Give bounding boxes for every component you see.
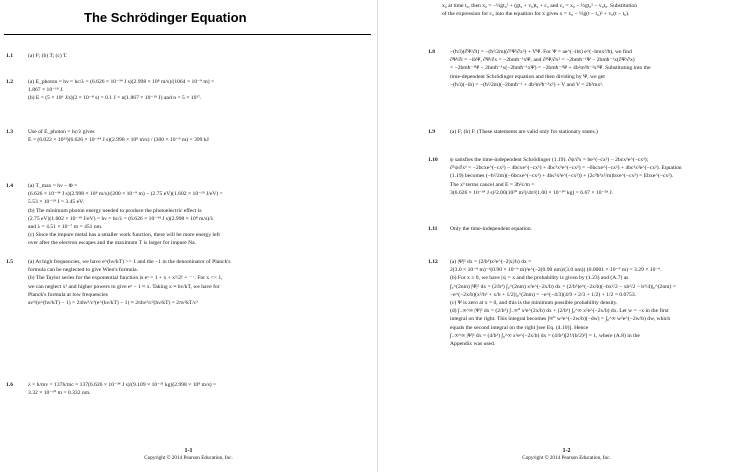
solution-line: −(ħ/i)(∂Ψ/∂t) = −(ħ²/2m)(∂²Ψ/∂x²) + VΨ. For Ψ = ae^(−ibt) e^(−bmx²/ħ), we find bbox=[450, 49, 632, 55]
solution-line: (c) Ψ is zero at x = 0, and this is the minimum possible probability density. bbox=[450, 300, 618, 307]
left-footer bbox=[0, 448, 377, 462]
solution-line: Use of E_photon = hc/λ gives bbox=[28, 129, 95, 135]
problem-solution bbox=[28, 381, 348, 397]
problem-solution bbox=[28, 52, 348, 60]
problem-solution bbox=[28, 258, 348, 307]
solution-line: (2.75 eV)(1.602 × 10⁻¹⁹ J/eV) = hν = hc/λ = (6.626 × 10⁻³⁴ J s)(2.998 × 10⁸ m/s)/λ bbox=[28, 215, 214, 222]
title-rule bbox=[4, 34, 371, 35]
continued-line: x₀ at time t₀, then x₀ = −½gt₀² + (gt₀ + v₀)t₀ + c₂ and c₂ = x₀ − ½gt₀² − v₀t₀. Substitution bbox=[442, 3, 638, 9]
solution-line: ∫₀^(2nm) |Ψ|² dx = (2/b³) ∫₀^(2nm) x²e^(−2x/b) dx = (2/b³)e^(−2x/b)(−bx²/2 − xb²/2 − b³/4)|₀^(2nm) = bbox=[450, 283, 676, 290]
solution-line: (b) For x ≥ 0, we have |x| = x and the probability is given by (1.23) and (A.7) as bbox=[450, 275, 629, 282]
solution-line: equals the second integral on the right [see Eq. (4.10)]. Hence bbox=[450, 324, 589, 331]
solution-line: Only the time-independent equation. bbox=[450, 226, 533, 232]
problem-solution bbox=[28, 128, 348, 144]
solution-line: ∂Ψ/∂t = −ibΨ, ∂Ψ/∂x = −2bmħ⁻¹xΨ, and ∂²Ψ/∂x² = −2bmħ⁻¹Ψ − 2bmħ⁻¹x(∂Ψ/∂x) bbox=[450, 57, 635, 64]
solution-line: λ = h/mv = 137h/mc = 137(6.626 × 10⁻³⁴ J s)/(9.109 × 10⁻³¹ kg)(2.998 × 10⁸ m/s) = bbox=[28, 382, 217, 388]
problem-solution bbox=[28, 78, 348, 103]
problem-number: 1.1 bbox=[6, 53, 13, 59]
continued-line: of the expression for c₂ into the equation for x gives x = x₀ − ½g(t − t₀)² + v₀(t − t₀). bbox=[442, 11, 630, 18]
solution-line: 1.867 × 10⁻¹⁹ J. bbox=[28, 87, 64, 94]
solution-line: we can neglect x² and higher powers to give eˣ − 1 ≈ x. Taking x ≡ hν/kT, we have for bbox=[28, 283, 220, 290]
solution-line: (1.19) becomes (−ħ²/2m)(−6bcxe^(−cx²) + 4bc²x³e^(−cx²)) + (2c²ħ²x²/m)bxe^(−cx²) = Ebxe^(−cx²). bbox=[450, 173, 674, 180]
solution-line: (a) |Ψ|² dx = (2/b³)x²e^(−2|x|/b) dx = bbox=[450, 259, 532, 265]
problem-number: 1.12 bbox=[428, 259, 438, 265]
problem-number: 1.8 bbox=[428, 49, 435, 55]
chapter-title: The Schrödinger Equation bbox=[84, 10, 247, 25]
right-page bbox=[377, 0, 754, 472]
solution-line: integral on the right. This integral becomes ∫∞⁰ w²e^(−2w/b)(−dw) = ∫₀^∞ w²e^(−2w/b) dw, which bbox=[450, 316, 671, 323]
solution-line: (b) The Taylor series for the exponential function is eˣ = 1 + x + x²/2! + ⋯. For x << 1, bbox=[28, 275, 223, 282]
solution-line: 2(3.0 × 10⁻⁹ m)⁻³(0.90 × 10⁻⁹ m)²e^(−2(0.90 nm)/(3.0 nm)) (0.0001 × 10⁻⁹ m) = 3.29 × 10⁻⁶. bbox=[450, 267, 662, 274]
continued-text bbox=[442, 2, 748, 18]
page-number: 1-2 bbox=[562, 448, 571, 454]
problem-number: 1.6 bbox=[6, 382, 13, 388]
solution-line: (a) T_max = hν − Φ = bbox=[28, 183, 78, 189]
solution-line: and λ = 4.51 × 10⁻⁷ m = 451 nm. bbox=[28, 224, 103, 231]
right-footer bbox=[378, 448, 754, 462]
solution-line: time-dependent Schrödinger equation and then dividing by Ψ, we get bbox=[450, 73, 605, 80]
solution-line: (d) ∫₋∞^∞ |Ψ|² dx = (2/b³) ∫₋∞⁰ x²e^(2x/b) dx + (2/b³) ∫₀^∞ x²e^(−2x/b) dx. Let w = −x in the first bbox=[450, 308, 669, 315]
solution-line: Planck's formula at low frequencies bbox=[28, 291, 108, 298]
solution-line: ψ satisfies the time-independent Schrödinger (1.19). ∂ψ/∂x = be^(−cx²) − 2bcx²e^(−cx²); bbox=[450, 157, 649, 163]
solution-line: E = (6.022 × 10²³)(6.626 × 10⁻³⁴ J s)(2.998 × 10⁸ m/s) / (300 × 10⁻⁹ m) = 399 kJ bbox=[28, 137, 209, 144]
problem-number: 1.3 bbox=[6, 129, 13, 135]
solution-line: (a) F; (b) T; (c) T. bbox=[28, 53, 68, 59]
problem-solution bbox=[450, 225, 742, 233]
solution-line: (b) E = (5 × 10⁶ J/s)(2 × 10⁻⁸ s) = 0.1 J = n(1.867 × 10⁻¹⁹ J) and n = 5 × 10¹⁷. bbox=[28, 95, 202, 102]
solution-line: = −2bmħ⁻¹Ψ − 2bmħ⁻¹x(−2bmħ⁻¹xΨ) = −2bmħ⁻¹Ψ + 4b²m²ħ⁻²x²Ψ. Substituting into the bbox=[450, 65, 651, 72]
problem-number: 1.5 bbox=[6, 259, 13, 265]
solution-line: (6.626 × 10⁻³⁴ J s)(2.998 × 10⁸ m/s)/(200 × 10⁻⁹ m) − (2.75 eV)(1.602 × 10⁻¹⁹ J/eV) = bbox=[28, 191, 223, 198]
solution-line: 3(6.626 × 10⁻³⁴ J s)²2.00(10²⁰ m²)/4π²(1.00 × 10⁻³⁰ kg) = 6.67 × 10⁻²⁸ J. bbox=[450, 189, 614, 196]
solution-line: over after the electron escapes and the maximum T is larger for impure Na. bbox=[28, 240, 197, 247]
copyright-notice: Copyright © 2014 Pearson Education, Inc. bbox=[522, 455, 611, 461]
page-number: 1-1 bbox=[184, 448, 193, 454]
problem-solution bbox=[450, 48, 742, 89]
copyright-notice: Copyright © 2014 Pearson Education, Inc. bbox=[144, 455, 233, 461]
solution-line: −e^(−2x/b)(x²/b² + x/b + 1/2)|₀^(2nm) = −e^(−4/3)(4/9 + 2/3 + 1/2) + 1/2 = 0.0753. bbox=[450, 291, 637, 298]
solution-line: 5.53 × 10⁻¹⁹ J = 3.45 eV. bbox=[28, 199, 84, 206]
solution-line: (b) The minimum photon energy needed to produce the photoelectric effect is bbox=[28, 207, 202, 214]
solution-line: −(ħ/i)(−ib) = −(ħ²/2m)(−2bmħ⁻¹ + 4b²m²ħ⁻²x²) + V and V = 2b²mx². bbox=[450, 81, 604, 88]
solution-line: (a) F; (b) F. (These statements are valid only for stationary states.) bbox=[450, 129, 598, 135]
problem-solution bbox=[28, 182, 348, 248]
solution-line: The x³ terms cancel and E = 3ħ²c/m = bbox=[450, 181, 535, 188]
problem-number: 1.10 bbox=[428, 157, 438, 163]
solution-line: Appendix was used. bbox=[450, 341, 496, 348]
problem-number: 1.4 bbox=[6, 183, 13, 189]
problem-solution bbox=[450, 128, 742, 136]
solution-line: ∫₋∞^∞ |Ψ|² dx = (4/b³) ∫₀^∞ x²e^(−2x/b) dx = (4/b³)[2!/(b/2)³] = 1, where (A.8) in the bbox=[450, 332, 640, 339]
problem-number: 1.2 bbox=[6, 79, 13, 85]
solution-line: ∂²ψ/∂x² = −2bcxe^(−cx²) − 4bcxe^(−cx²) + 4bc²x³e^(−cx²) = −6bcxe^(−cx²) + 4bc²x³e^(−cx²). Equation bbox=[450, 165, 682, 172]
problem-solution bbox=[450, 258, 742, 348]
solution-line: aν³/(e^(hν/kT) − 1) = 2πhν³/c²(e^(hν/kT) − 1) ≈ 2πhν³/c²(hν/kT) = 2πν²kT/c² bbox=[28, 300, 199, 307]
solution-line: (a) E_photon = hν = hc/λ = (6.626 × 10⁻³⁴ J s)(2.998 × 10⁸ m/s)/(1064 × 10⁻⁹ m) = bbox=[28, 79, 215, 85]
problem-number: 1.9 bbox=[428, 129, 435, 135]
solution-line: formula can be neglected to give Wien's formula. bbox=[28, 267, 139, 274]
solution-line: 3.32 × 10⁻¹⁰ m = 0.332 nm. bbox=[28, 390, 91, 397]
solution-line: (a) At high frequencies, we have e^(hν/kT) >> 1 and the −1 in the denominator of Planck's bbox=[28, 259, 231, 265]
solution-line: (c) Since the impure metal has a smaller work function, there will be more energy left bbox=[28, 232, 220, 239]
problem-number: 1.11 bbox=[428, 226, 438, 232]
problem-solution bbox=[450, 156, 742, 197]
